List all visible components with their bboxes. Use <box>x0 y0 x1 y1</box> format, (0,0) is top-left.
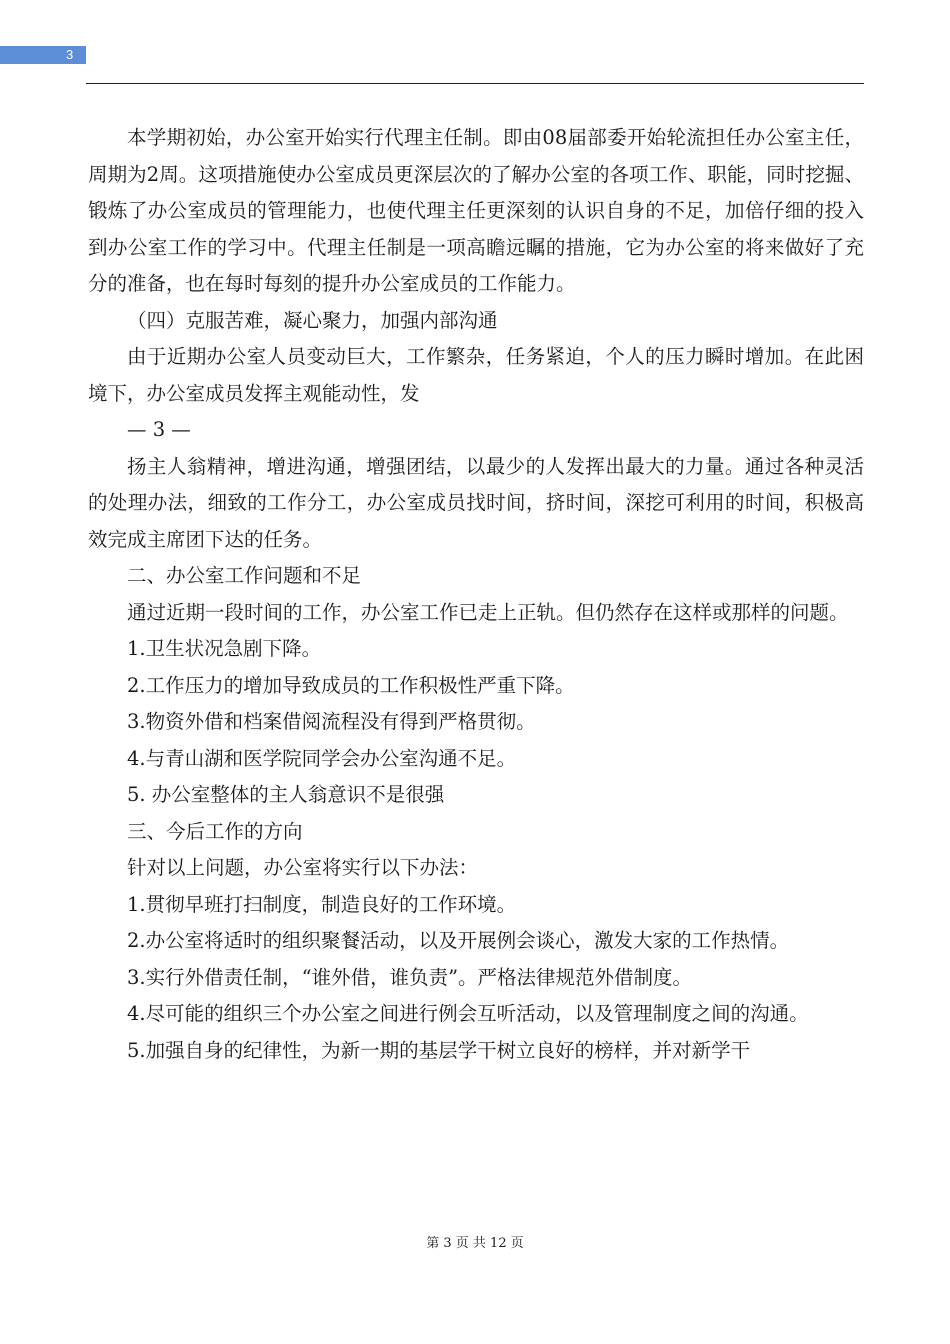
problem-item-5: 5. 办公室整体的主人翁意识不是很强 <box>127 783 445 806</box>
paragraph-problems-intro: 通过近期一段时间的工作，办公室工作已走上正轨。但仍然存在这样或那样的问题。 <box>127 600 849 624</box>
paragraph-staff-change: 由于近期办公室人员变动巨大，工作繁杂，任务紧迫，个人的压力瞬时增加。在此困境下，办公室成员发挥主观能动性，发 <box>88 345 864 405</box>
section-heading-4: （四）克服苦难，凝心聚力，加强内部沟通 <box>127 308 498 332</box>
section-heading-problems: 二、办公室工作问题和不足 <box>127 564 362 587</box>
document-body <box>88 120 864 1069</box>
measure-item-1: 1.贯彻早班打扫制度，制造良好的工作环境。 <box>127 892 517 916</box>
measure-item-5: 5.加强自身的纪律性，为新一期的基层学干树立良好的榜样，并对新学干 <box>127 1038 751 1062</box>
header-rule <box>86 83 864 84</box>
section-heading-direction: 三、今后工作的方向 <box>127 819 303 843</box>
problem-item-2: 2.工作压力的增加导致成员的工作积极性严重下降。 <box>127 673 575 697</box>
measure-item-3: 3.实行外借责任制，“谁外借，谁负责”。严格法律规范外借制度。 <box>127 965 693 989</box>
paragraph-measures-intro: 针对以上问题，办公室将实行以下办法： <box>127 856 479 879</box>
page-footer: 第 3 页 共 12 页 <box>426 1236 524 1251</box>
paragraph-teamwork: 扬主人翁精神，增进沟通，增强团结，以最少的人发挥出最大的力量。通过各种灵活的处理办法，细致的工作分工，办公室成员找时间，挤时间，深挖可利用的时间，积极高效完成主席团下达的任务。 <box>88 454 864 551</box>
measure-item-4: 4.尽可能的组织三个办公室之间进行例会互听活动，以及管理制度之间的沟通。 <box>127 1002 809 1025</box>
measure-item-2: 2.办公室将适时的组织聚餐活动，以及开展例会谈心，激发大家的工作热情。 <box>127 929 790 952</box>
problem-item-1: 1.卫生状况急剧下降。 <box>127 637 322 660</box>
paragraph-acting-director: 本学期初始，办公室开始实行代理主任制。即由08届部委开始轮流担任办公室主任，周期为2周。这项措施使办公室成员更深层次的了解办公室的各项工作、职能，同时挖掘、锻炼了办公室成员的管理能力，也使代理主任更深刻的认识自身的不足，加倍仔细的投入到办公室工作的学习中。代理主任制是一项高瞻远瞩的措施，它为办公室的将来做好了充分的准备，也在每时每刻的提升办公室成员的工作能力。 <box>88 126 864 295</box>
problem-item-4: 4.与青山湖和医学院同学会办公室沟通不足。 <box>127 746 517 770</box>
page-tab-number: 3 <box>66 47 74 62</box>
problem-item-3: 3.物资外借和档案借阅流程没有得到严格贯彻。 <box>127 710 536 733</box>
inline-page-marker: — 3 — <box>127 418 191 441</box>
